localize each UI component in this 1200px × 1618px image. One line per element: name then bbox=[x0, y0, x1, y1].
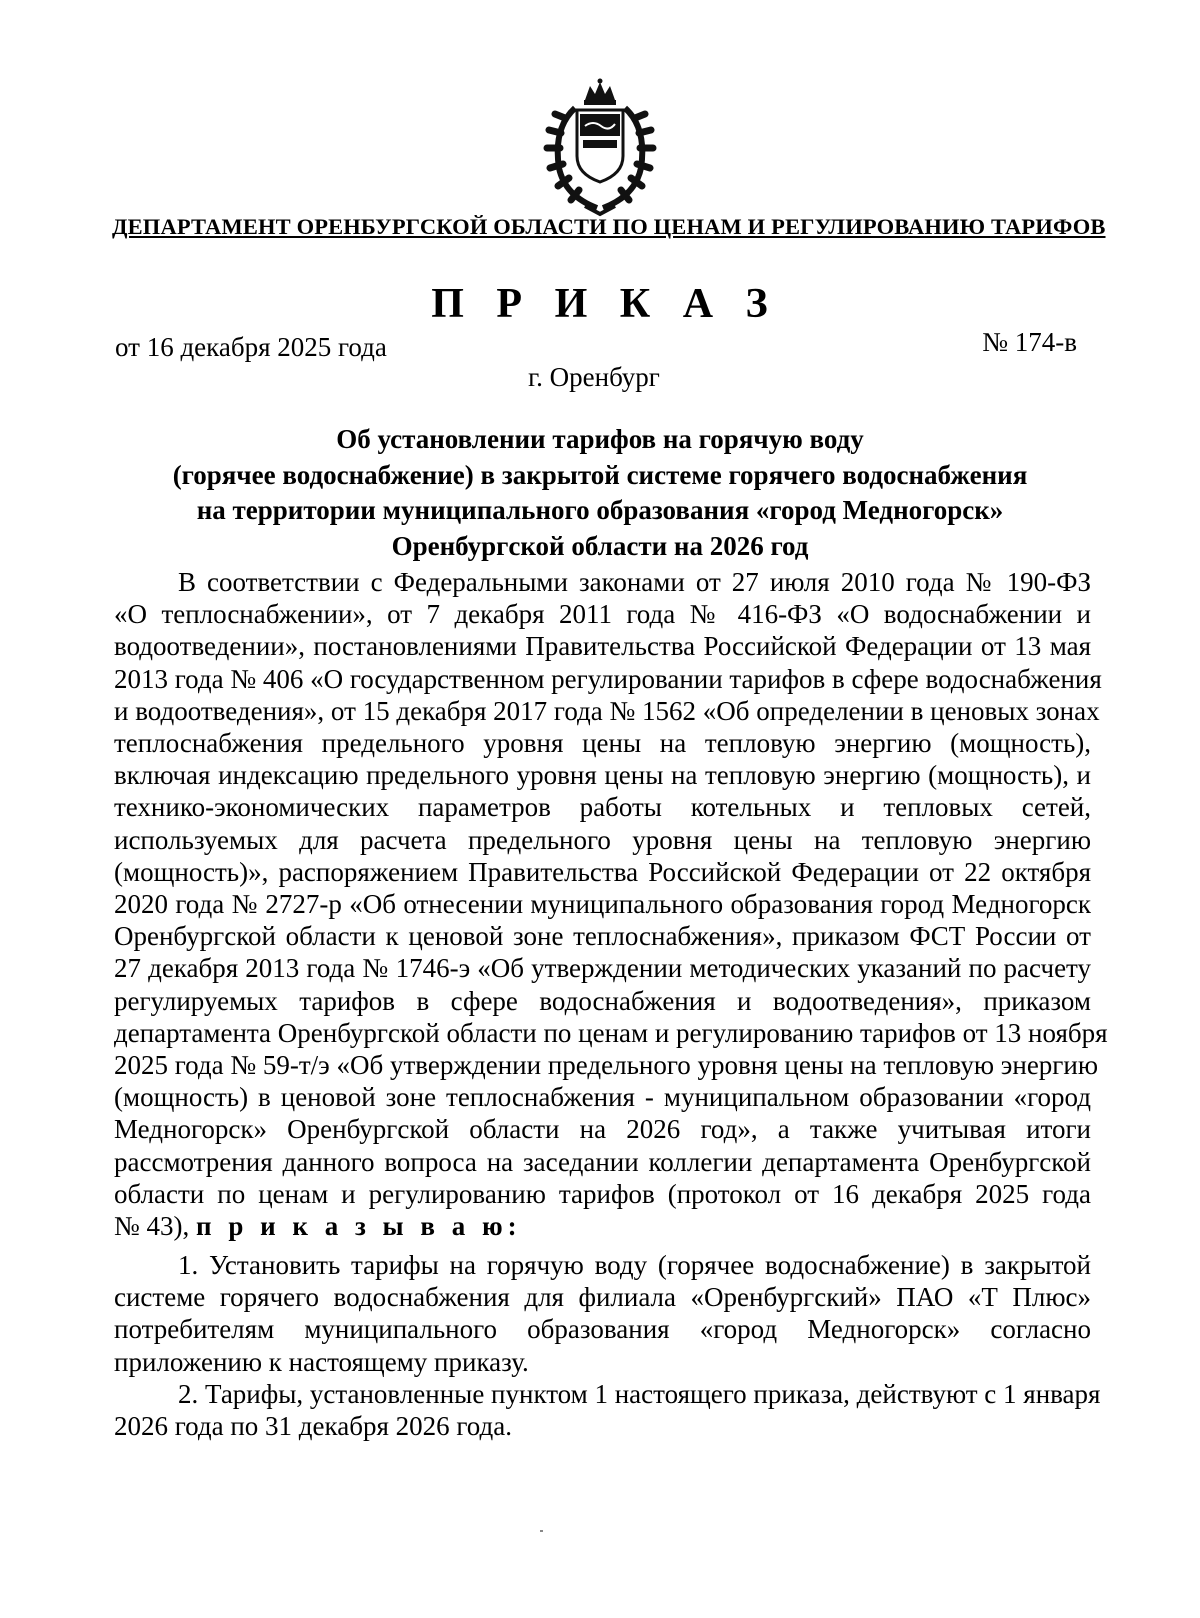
preamble-line: 27 декабря 2013 года № 1746-э «Об утверждении методических указаний по расчету bbox=[114, 953, 1091, 984]
order-date: от 16 декабря 2025 года bbox=[115, 332, 387, 362]
item-line: приложению к настоящему приказу. bbox=[114, 1346, 529, 1377]
title-line: (горячее водоснабжение) в закрытой системе горячего водоснабжения bbox=[172, 459, 1028, 490]
document-type-heading: П Р И К А З bbox=[431, 281, 779, 327]
preamble-line: (мощность) в ценовой зоне теплоснабжения - муниципальном образовании «город bbox=[114, 1082, 1091, 1113]
order-title bbox=[100, 422, 1100, 564]
preamble-line: области по ценам и регулированию тарифов (протокол от 16 декабря 2025 года bbox=[114, 1178, 1091, 1209]
item-line: 2. Тарифы, установленные пунктом 1 настоящего приказа, действуют с 1 января bbox=[178, 1378, 1101, 1409]
order-number: № 174-в bbox=[982, 327, 1077, 357]
preamble-line: рассмотрения данного вопроса на заседании коллегии департамента Оренбургской bbox=[114, 1146, 1091, 1177]
preamble-line: Оренбургской области к ценовой зоне теплоснабжения», приказом ФСТ России от bbox=[114, 921, 1091, 952]
preamble-line: Медногорск» Оренбургской области на 2026 год», а также учитывая итоги bbox=[114, 1114, 1091, 1145]
preamble-line: 2013 года № 406 «О государственном регулировании тарифов в сфере водоснабжения bbox=[114, 663, 1102, 694]
protocol-number-text: № 43), bbox=[114, 1211, 197, 1242]
preamble-line: В соответствии с Федеральными законами от 27 июля 2010 года № 190-ФЗ bbox=[178, 567, 1091, 597]
order-item-2 bbox=[114, 1378, 1101, 1442]
item-line: 2026 года по 31 декабря 2026 года. bbox=[114, 1411, 512, 1442]
coat-of-arms-icon bbox=[535, 78, 665, 218]
item-line: 1. Установить тарифы на горячую воду (горячее водоснабжение) в закрытой bbox=[178, 1250, 1091, 1280]
preamble-line: «О теплоснабжении», от 7 декабря 2011 года № 416-ФЗ «О водоснабжении и bbox=[114, 599, 1091, 630]
title-line: Об установлении тарифов на горячую воду bbox=[336, 424, 864, 454]
item-line: потребителям муниципального образования «город Медногорск» согласно bbox=[114, 1314, 1091, 1345]
preamble-paragraph bbox=[114, 566, 1108, 1242]
order-item-1 bbox=[114, 1249, 1091, 1378]
organization-name: ДЕПАРТАМЕНТ ОРЕНБУРГСКОЙ ОБЛАСТИ ПО ЦЕНАМ И РЕГУЛИРОВАНИЮ ТАРИФОВ bbox=[112, 214, 1106, 239]
preamble-line: включая индексацию предельного уровня цены на тепловую энергию (мощность), и bbox=[114, 760, 1091, 791]
item-line: системе горячего водоснабжения для филиала «Оренбургский» ПАО «Т Плюс» bbox=[114, 1282, 1091, 1313]
preamble-last-line bbox=[114, 1210, 1091, 1242]
preamble-line: теплоснабжения предельного уровня цены на тепловую энергию (мощность), bbox=[114, 728, 1091, 759]
preamble-line: департамента Оренбургской области по ценам и регулированию тарифов от 13 ноября bbox=[114, 1017, 1108, 1048]
scan-speck bbox=[540, 1530, 543, 1532]
preamble-line: 2020 года № 2727-р «Об отнесении муниципального образования город Медногорск bbox=[114, 889, 1091, 920]
preamble-line: (мощность)», распоряжением Правительства Российской Федерации от 22 октября bbox=[114, 856, 1091, 887]
order-word: п р и к а з ы в а ю: bbox=[196, 1211, 522, 1242]
preamble-line: и водоотведения», от 15 декабря 2017 года № 1562 «Об определении в ценовых зонах bbox=[114, 695, 1100, 726]
preamble-line: водоотведении», постановлениями Правительства Российской Федерации от 13 мая bbox=[114, 631, 1091, 662]
title-line: на территории муниципального образования «город Медногорск» bbox=[196, 495, 1004, 525]
title-line: Оренбургской области на 2026 год bbox=[391, 530, 809, 561]
preamble-line: 2025 года № 59-т/э «Об утверждении предельного уровня цены на тепловую энергию bbox=[114, 1050, 1098, 1081]
order-city: г. Оренбург bbox=[528, 362, 660, 392]
order-items bbox=[114, 1249, 1101, 1442]
preamble-line: регулируемых тарифов в сфере водоснабжения и водоотведения», приказом bbox=[114, 985, 1091, 1016]
preamble-line: технико-экономических параметров работы котельных и тепловых сетей, bbox=[114, 792, 1091, 823]
preamble-line: используемых для расчета предельного уровня цены на тепловую энергию bbox=[114, 824, 1091, 855]
